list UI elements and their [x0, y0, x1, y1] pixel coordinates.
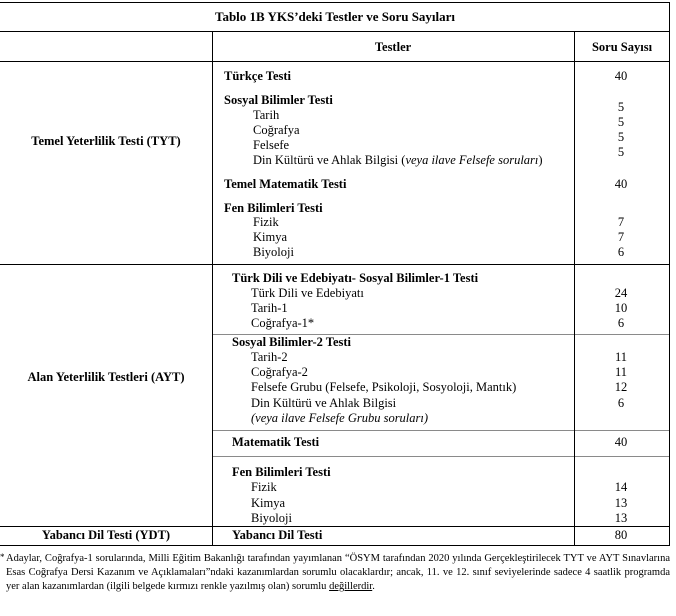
label-column-divider [212, 31, 213, 546]
tyt-sosyal-item-count: 5 [617, 130, 625, 144]
tyt-fen-item-count: 6 [617, 245, 625, 259]
ayt-bottom-border [0, 526, 670, 527]
footnote-marker: * [0, 552, 5, 562]
table-bottom-border [0, 545, 670, 546]
ydt-test: Yabancı Dil Testi [232, 528, 323, 542]
ayt-fen-item: Fizik [251, 480, 277, 494]
tyt-fen-item: Fizik [253, 215, 279, 229]
table-right-border [669, 2, 670, 546]
ayt-sosyal2-item-count: 6 [617, 396, 625, 410]
tyt-turkce-test: Türkçe Testi [224, 69, 292, 83]
tyt-fen-test: Fen Bilimleri Testi [224, 201, 323, 215]
ayt-sosyal2-item: Felsefe Grubu (Felsefe, Psikoloji, Sosyoloji, Mantık) [251, 380, 517, 394]
tyt-sosyal-item: Coğrafya [253, 123, 300, 137]
footnote-text: Adaylar, Coğrafya-1 sorularında, Milli Eğitim Bakanlığı tarafından yayımlanan “ÖSYM tarafından 2020 yılında Gerçekleştirilecek TYT ve AYT Sınavlarına Esas Coğrafya Dersi Kazanım ve Açıklamaları”ndaki kazanımlardan sorumlu olacaklardır; ancak, 11. ve 12. sınıf seviyelerinde sadece 4 saatlik programda yer alan kazanımlardan (ilgili belgede kırmızı renkle yazılmış olan) sorumlu [6, 553, 670, 592]
ayt-fen-test: Fen Bilimleri Testi [232, 465, 331, 479]
ayt-sub-divider-2 [212, 430, 670, 431]
ayt-fen-item: Kimya [251, 496, 286, 510]
ayt-label: Alan Yeterlilik Testleri (AYT) [27, 370, 185, 384]
tyt-sosyal-item: Tarih [253, 108, 280, 122]
header-tests: Testler [374, 40, 412, 54]
tyt-sosyal-item-count: 5 [617, 115, 625, 129]
tyt-din-kulturu-close: ) [538, 153, 543, 167]
tyt-sosyal-item-count: 5 [617, 145, 625, 159]
tyt-din-kulturu-item [253, 153, 543, 168]
tyt-fen-item: Kimya [253, 230, 288, 244]
ayt-matematik-test: Matematik Testi [232, 435, 320, 449]
ayt-sosyal2-item-count: 12 [614, 380, 628, 394]
ayt-sosyal2-item-count: 11 [614, 350, 628, 364]
tyt-fen-item-count: 7 [617, 230, 625, 244]
ayt-sosyal2-note: (veya ilave Felsefe Grubu soruları) [251, 411, 429, 425]
ayt-fen-item-count: 13 [614, 496, 628, 510]
tyt-fen-item: Biyoloji [253, 245, 294, 259]
tyt-din-kulturu-note: veya ilave Felsefe soruları [405, 153, 539, 167]
ayt-sub-divider-3 [212, 456, 670, 457]
ayt-edebiyat-item-count: 6 [617, 316, 625, 330]
ayt-edebiyat-item: Tarih-1 [251, 301, 288, 315]
ayt-matematik-count: 40 [614, 435, 628, 449]
tyt-bottom-border [0, 264, 670, 265]
tyt-sosyal-test: Sosyal Bilimler Testi [224, 93, 333, 107]
ayt-edebiyat-item: Coğrafya-1* [251, 316, 315, 330]
ydt-count: 80 [614, 528, 628, 542]
tyt-din-kulturu-name: Din Kültürü ve Ahlak Bilgisi ( [253, 153, 406, 167]
ayt-sosyal2-item: Tarih-2 [251, 350, 288, 364]
table-top-border [0, 2, 670, 3]
tyt-fen-item-count: 7 [617, 215, 625, 229]
tyt-label: Temel Yeterlilik Testi (TYT) [31, 134, 181, 148]
header-count: Soru Sayısı [591, 40, 653, 54]
tyt-sosyal-item-count: 5 [617, 100, 625, 114]
ayt-fen-item-count: 14 [614, 480, 628, 494]
footnote-emphasis: değillerdir [329, 581, 373, 592]
tyt-turkce-count: 40 [614, 69, 628, 83]
ayt-edebiyat-item: Türk Dili ve Edebiyatı [251, 286, 364, 300]
header-bottom-border [0, 61, 670, 62]
table-title: Tablo 1B YKS’deki Testler ve Soru Sayıları [214, 9, 456, 24]
footnote-end: . [372, 581, 375, 592]
ayt-fen-item-count: 13 [614, 511, 628, 525]
ayt-sosyal2-item: Coğrafya-2 [251, 365, 308, 379]
title-bottom-border [0, 31, 670, 32]
ayt-edebiyat-item-count: 10 [614, 301, 628, 315]
footnote [6, 552, 670, 594]
tyt-matematik-test: Temel Matematik Testi [224, 177, 347, 191]
ayt-edebiyat-item-count: 24 [614, 286, 628, 300]
count-column-divider [574, 31, 575, 546]
ayt-edebiyat-sosyal1-test: Türk Dili ve Edebiyatı- Sosyal Bilimler-1 Testi [232, 271, 479, 285]
ayt-sosyal2-item-count: 11 [614, 365, 628, 379]
ayt-sosyal2-test: Sosyal Bilimler-2 Testi [232, 335, 351, 349]
ydt-label: Yabancı Dil Testi (YDT) [41, 528, 171, 542]
ayt-fen-item: Biyoloji [251, 511, 292, 525]
tyt-sosyal-item: Felsefe [253, 138, 290, 152]
tyt-matematik-count: 40 [614, 177, 628, 191]
ayt-sosyal2-item: Din Kültürü ve Ahlak Bilgisi [251, 396, 397, 410]
